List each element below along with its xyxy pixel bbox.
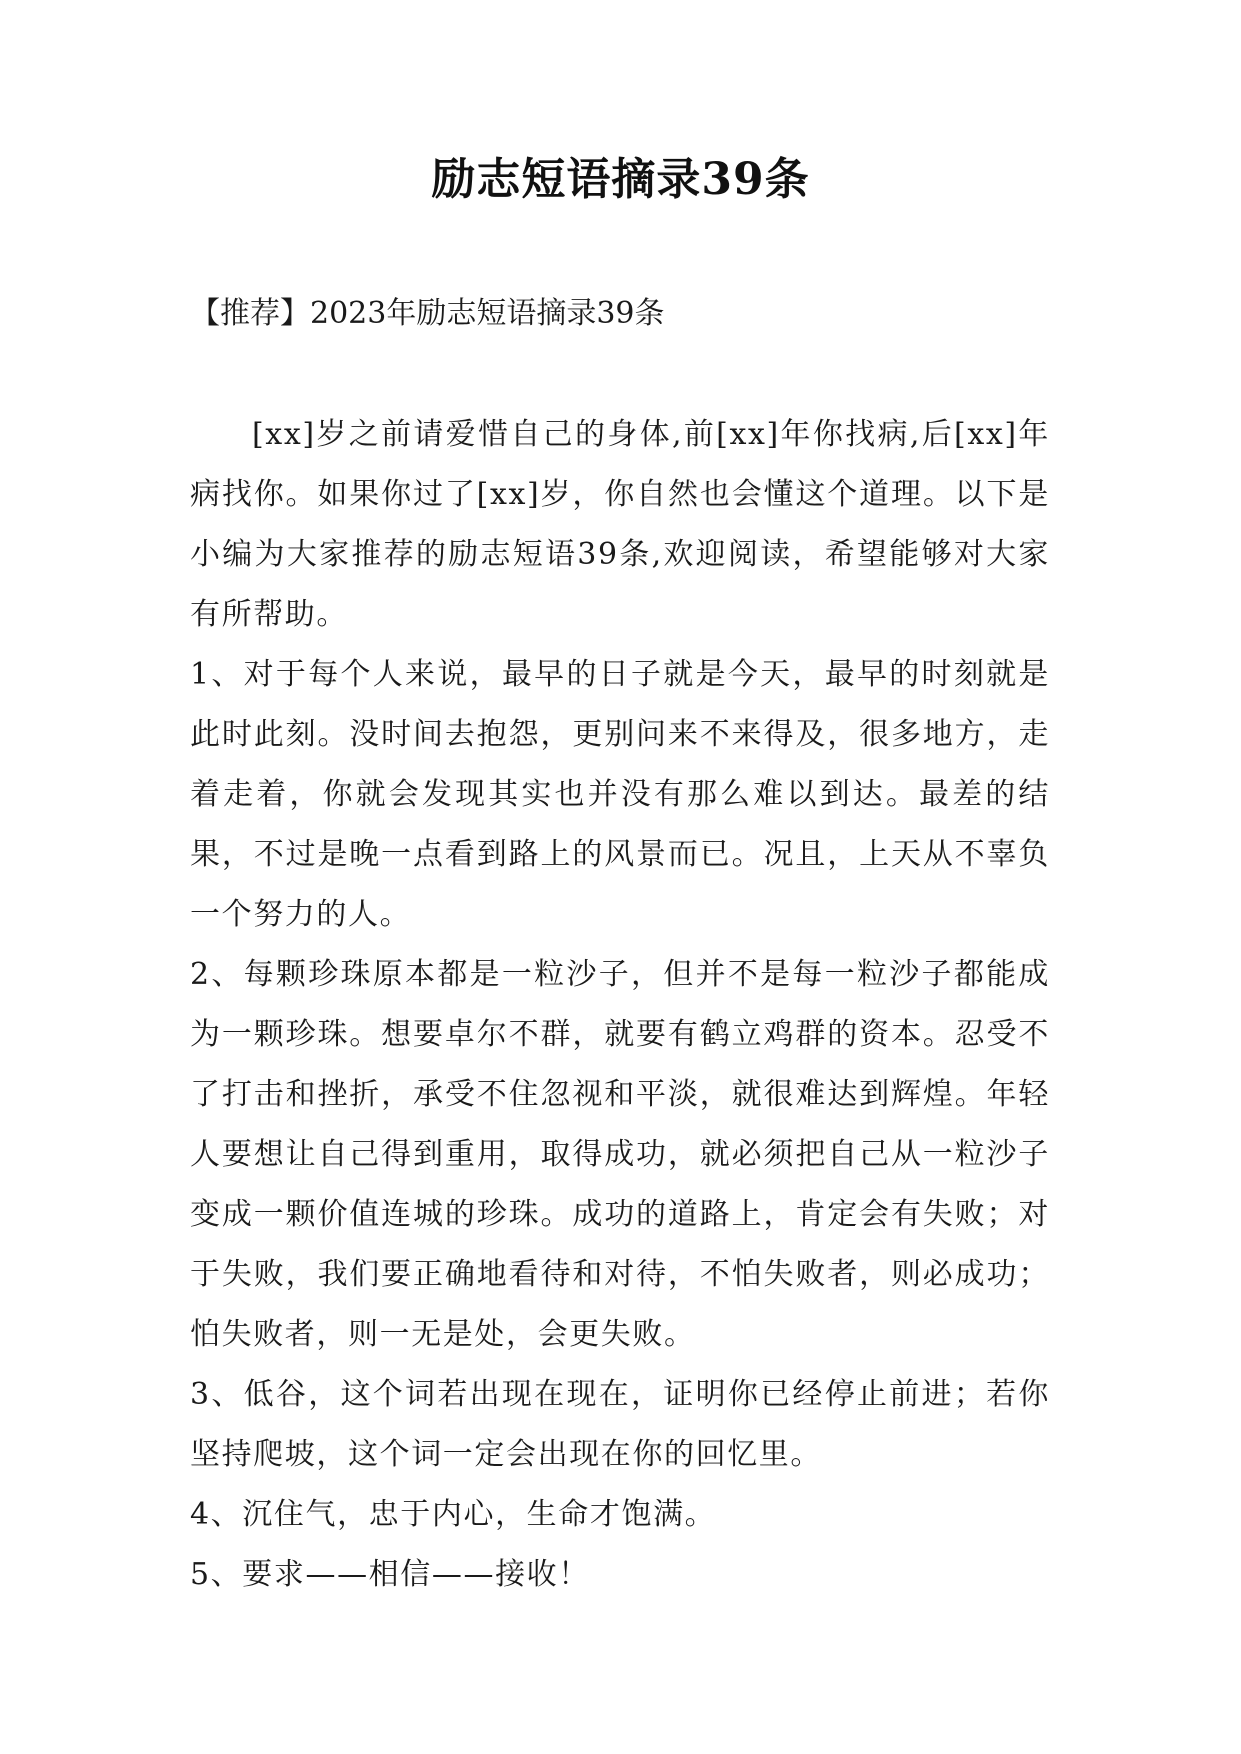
quote-item-4: 4、沉住气，忠于内心，生命才饱满。 — [190, 1497, 717, 1532]
quote-item-3: 3、低谷，这个词若出现在现在，证明你已经停止前进；若你坚持爬坡，这个词一定会出现在你的回忆里。 — [190, 1377, 1050, 1472]
quote-item-1: 1、对于每个人来说，最早的日子就是今天，最早的时刻就是此时此刻。没时间去抱怨，更别问来不来得及，很多地方，走着走着，你就会发现其实也并没有那么难以到达。最差的结果，不过是晚一点看到路上的风景而已。况且，上天从不辜负一个努力的人。 — [190, 657, 1050, 932]
document-body — [190, 405, 1050, 1605]
quote-item-2: 2、每颗珍珠原本都是一粒沙子，但并不是每一粒沙子都能成为一颗珍珠。想要卓尔不群，就要有鹤立鸡群的资本。忍受不了打击和挫折，承受不住忽视和平淡，就很难达到辉煌。年轻人要想让自己得到重用，取得成功，就必须把自己从一粒沙子变成一颗价值连城的珍珠。成功的道路上，肯定会有失败；对于失败，我们要正确地看待和对待，不怕失败者，则必成功；怕失败者，则一无是处，会更失败。 — [190, 957, 1050, 1352]
intro-paragraph: [xx]岁之前请爱惜自己的身体,前[xx]年你找病,后[xx]年病找你。如果你过了[xx]岁，你自然也会懂这个道理。以下是小编为大家推荐的励志短语39条,欢迎阅读，希望能够对大家有所帮助。 — [190, 417, 1050, 632]
document-subtitle: 【推荐】2023年励志短语摘录39条 — [190, 296, 665, 331]
document-title: 励志短语摘录39条 — [431, 154, 810, 205]
quote-item-5: 5、要求——相信——接收！ — [190, 1557, 590, 1592]
